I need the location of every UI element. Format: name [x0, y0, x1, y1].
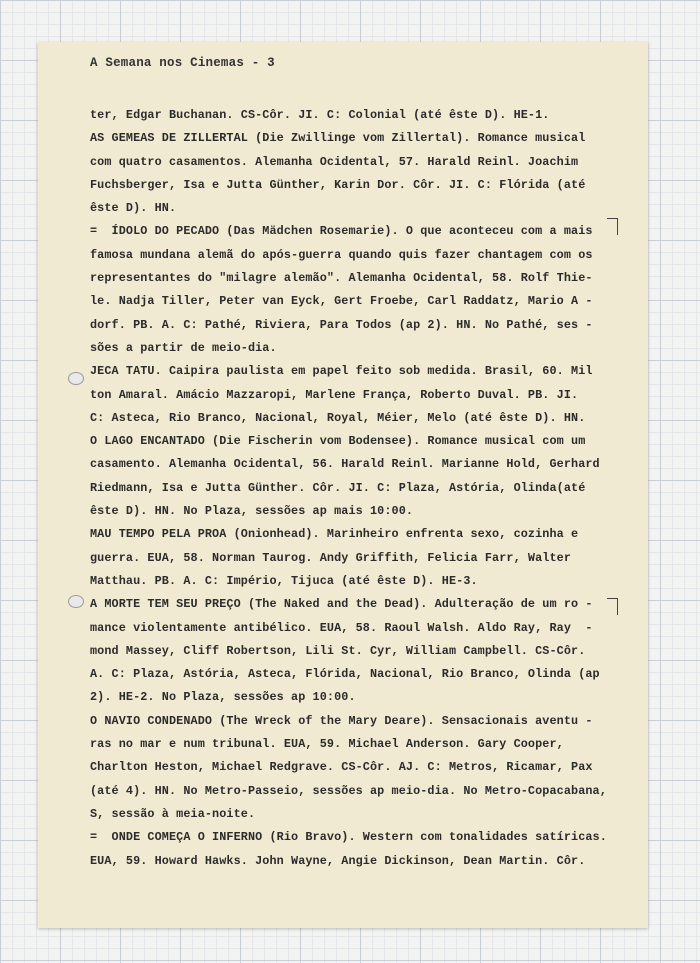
text-line: = ÍDOLO DO PECADO (Das Mädchen Rosemarie). O que aconteceu com a mais — [90, 224, 593, 239]
text-line: ton Amaral. Amácio Mazzaropi, Marlene França, Roberto Duval. PB. JI. — [90, 387, 579, 402]
text-line: Matthau. PB. A. C: Império, Tijuca (até êste D). HE-3. — [90, 573, 478, 588]
text-line: 2). HE-2. No Plaza, sessões ap 10:00. — [90, 690, 356, 705]
text-line: = ONDE COMEÇA O INFERNO (Rio Bravo). Western com tonalidades satíricas. — [90, 830, 607, 845]
text-line: (até 4). HN. No Metro-Passeio, sessões ap meio-dia. No Metro-Copacabana, — [90, 783, 607, 798]
text-line: MAU TEMPO PELA PROA (Onionhead). Marinheiro enfrenta sexo, cozinha e — [90, 527, 579, 542]
text-line: A. C: Plaza, Astória, Asteca, Flórida, Nacional, Rio Branco, Olinda (ap — [90, 667, 600, 682]
text-line: le. Nadja Tiller, Peter van Eyck, Gert Froebe, Carl Raddatz, Mario A - — [90, 294, 593, 309]
text-line: O NAVIO CONDENADO (The Wreck of the Mary Deare). Sensacionais aventu - — [90, 713, 593, 728]
text-line: Fuchsberger, Isa e Jutta Günther, Karin Dor. Côr. JI. C: Flórida (até — [90, 177, 586, 192]
text-line: A MORTE TEM SEU PREÇO (The Naked and the Dead). Adulteração de um ro - — [90, 597, 593, 612]
punch-hole-top — [68, 372, 84, 385]
text-line: ras no mar e num tribunal. EUA, 59. Michael Anderson. Gary Cooper, — [90, 737, 564, 752]
text-line: O LAGO ENCANTADO (Die Fischerin vom Bodensee). Romance musical com um — [90, 434, 586, 449]
text-line: dorf. PB. A. C: Pathé, Riviera, Para Todos (ap 2). HN. No Pathé, ses - — [90, 317, 593, 332]
text-line: C: Asteca, Rio Branco, Nacional, Royal, Méier, Melo (até êste D). HN. — [90, 410, 586, 425]
text-line: com quatro casamentos. Alemanha Ocidental, 57. Harald Reinl. Joachim — [90, 154, 579, 169]
text-line: AS GEMEAS DE ZILLERTAL (Die Zwillinge vom Zillertal). Romance musical — [90, 131, 586, 146]
text-line: mond Massey, Cliff Robertson, Lili St. Cyr, William Campbell. CS-Côr. — [90, 643, 586, 658]
text-line: sões a partir de meio-dia. — [90, 340, 277, 355]
text-line: guerra. EUA, 58. Norman Taurog. Andy Griffith, Felicia Farr, Walter — [90, 550, 572, 565]
text-line: S, sessão à meia-noite. — [90, 806, 256, 821]
typed-text-body — [90, 104, 620, 873]
text-line: casamento. Alemanha Ocidental, 56. Harald Reinl. Marianne Hold, Gerhard — [90, 457, 600, 472]
text-line: JECA TATU. Caipira paulista em papel feito sob medida. Brasil, 60. Mil — [90, 364, 593, 379]
text-line: Charlton Heston, Michael Redgrave. CS-Côr. AJ. C: Metros, Ricamar, Pax — [90, 760, 593, 775]
text-line: êste D). HN. — [90, 201, 177, 216]
text-line: êste D). HN. No Plaza, sessões ap mais 10:00. — [90, 504, 414, 519]
punch-hole-bottom — [68, 595, 84, 608]
text-line: representantes do "milagre alemão". Alemanha Ocidental, 58. Rolf Thie- — [90, 271, 593, 286]
page-header: A Semana nos Cinemas - 3 — [90, 56, 275, 70]
text-line: ter, Edgar Buchanan. CS-Côr. JI. C: Colonial (até êste D). HE-1. — [90, 108, 550, 122]
document-page — [38, 42, 648, 928]
text-line: famosa mundana alemã do após-guerra quando quis fazer chantagem com os — [90, 247, 593, 262]
text-line: EUA, 59. Howard Hawks. John Wayne, Angie Dickinson, Dean Martin. Côr. — [90, 853, 586, 868]
text-line: Riedmann, Isa e Jutta Günther. Côr. JI. C: Plaza, Astória, Olinda(até — [90, 480, 586, 495]
text-line: mance violentamente antibélico. EUA, 58. Raoul Walsh. Aldo Ray, Ray - — [90, 620, 593, 635]
